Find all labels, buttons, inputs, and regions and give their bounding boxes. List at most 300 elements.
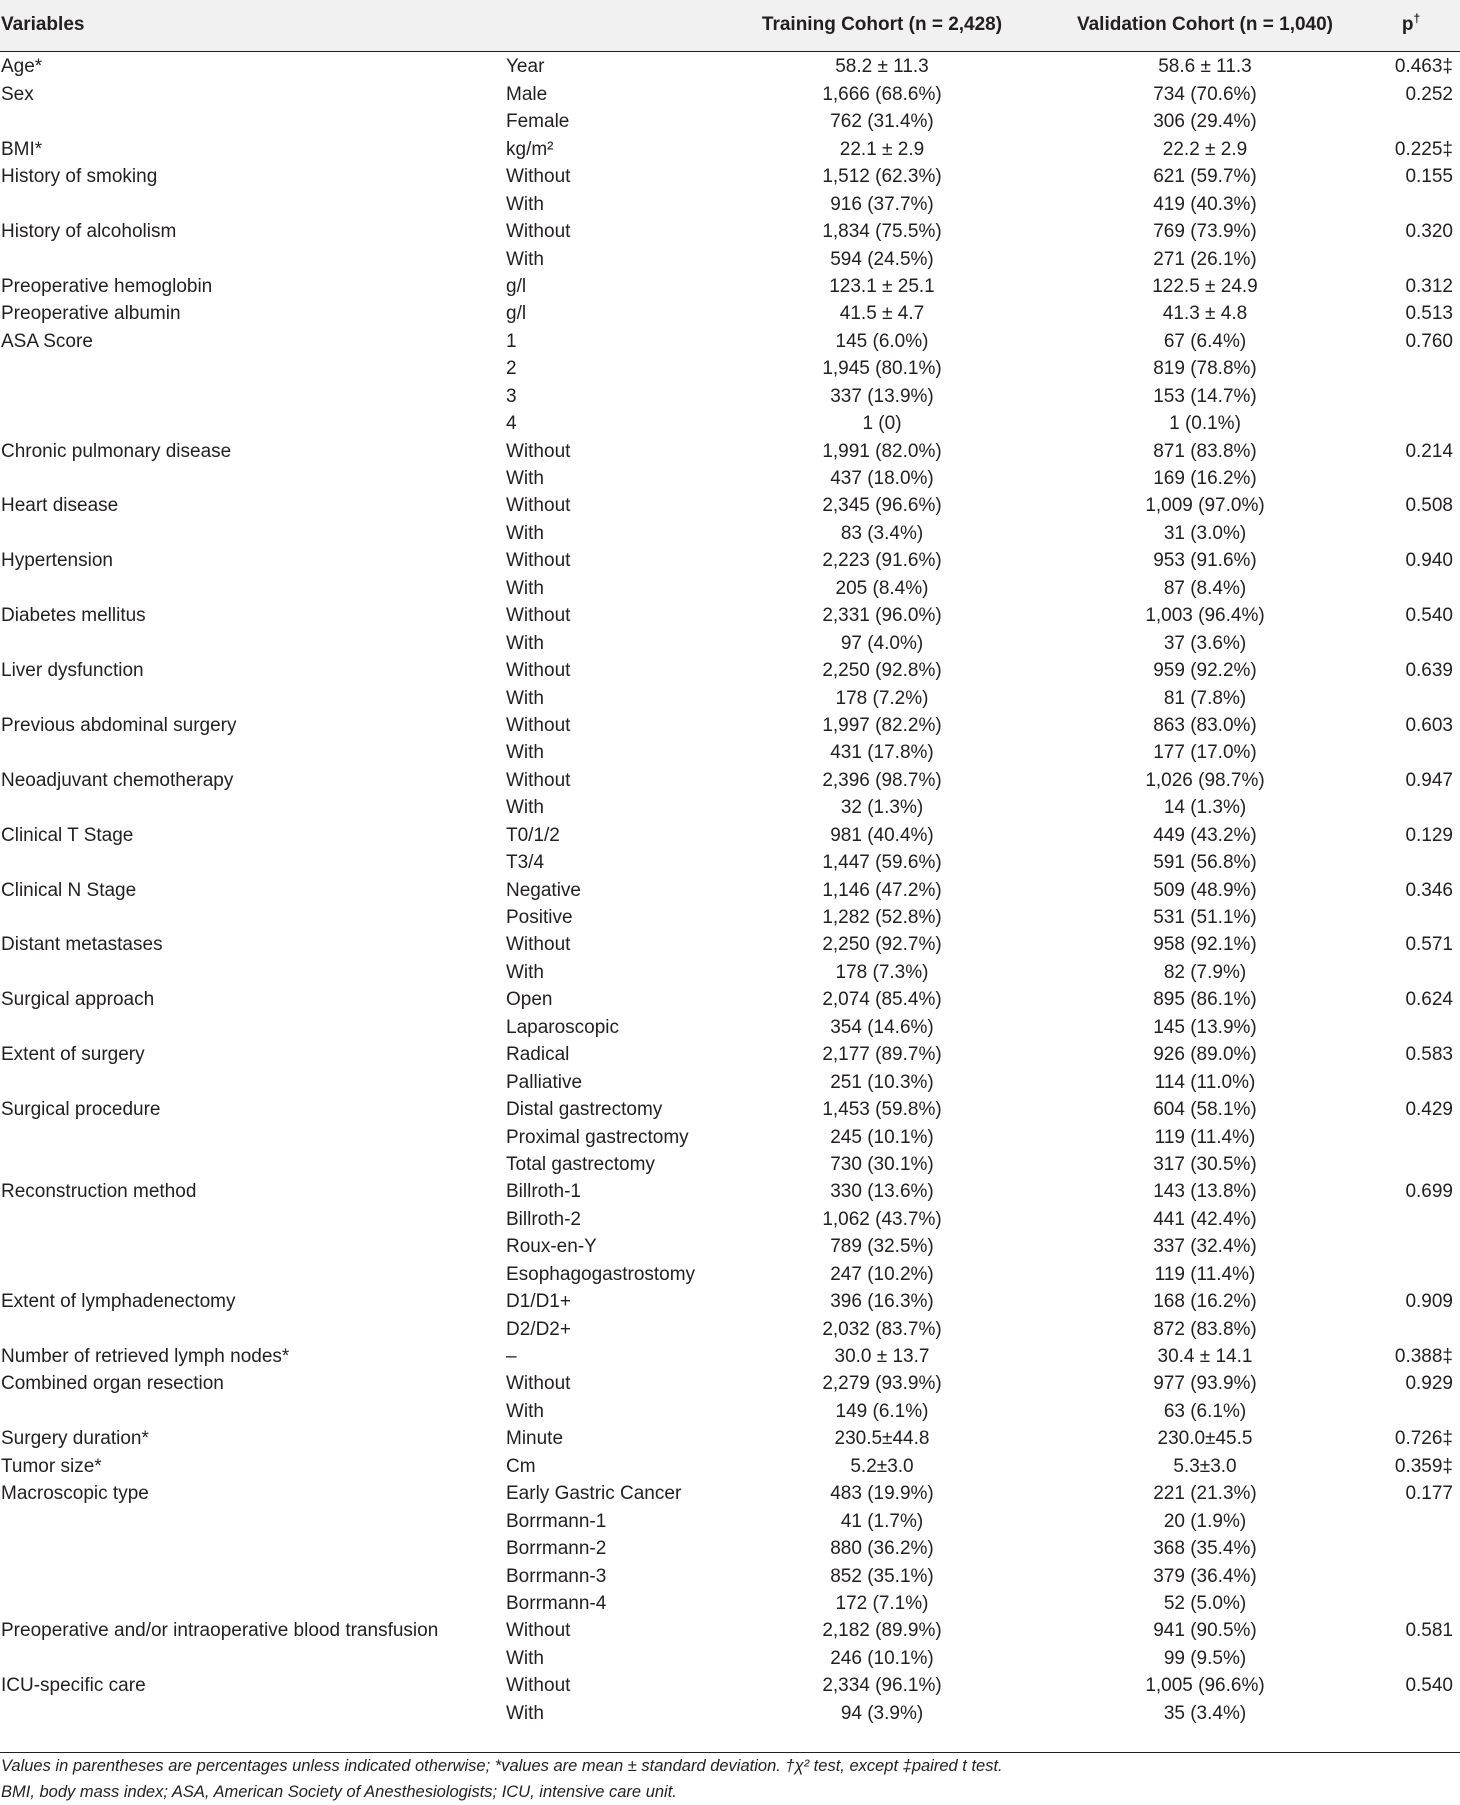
cell-p-value: [1362, 188, 1460, 215]
cell-subcategory: Borrmann-4: [506, 1592, 607, 1614]
table-row: [0, 161, 1460, 188]
cell-validation: 941 (90.5%): [1153, 1620, 1257, 1642]
table-row: [0, 545, 1460, 572]
header-p-value: [1362, 0, 1460, 51]
cell-training: 2,331 (96.0%): [822, 605, 942, 627]
cell-subcategory: Minute: [506, 1428, 564, 1450]
cell-subcategory: Roux-en-Y: [506, 1236, 597, 1258]
cell-subcategory: Total gastrectomy: [506, 1153, 655, 1175]
cell-training: 58.2 ± 11.3: [835, 56, 929, 78]
cell-subcategory: Without: [506, 166, 571, 188]
cell-variable: [0, 1560, 506, 1587]
cell-training: 97 (4.0%): [840, 632, 924, 654]
cell-subcategory: Male: [506, 83, 548, 105]
cell-training: 41.5 ± 4.7: [839, 303, 925, 325]
cell-validation: 959 (92.2%): [1153, 660, 1257, 682]
cell-p-value: 0.639: [1405, 660, 1453, 682]
cell-validation: 734 (70.6%): [1153, 83, 1257, 105]
cell-p-value: 0.463‡: [1394, 56, 1453, 78]
cell-p-value: [1362, 1121, 1460, 1148]
cell-training: 1,991 (82.0%): [822, 440, 942, 462]
cell-validation: 168 (16.2%): [1153, 1291, 1257, 1313]
cell-p-value: 0.312: [1405, 275, 1453, 297]
cell-training: 205 (8.4%): [835, 577, 929, 599]
cell-training: 149 (6.1%): [835, 1400, 929, 1422]
cell-training: 230.5±44.8: [834, 1428, 930, 1450]
cell-validation: 122.5 ± 24.9: [1152, 275, 1258, 297]
table-row: [0, 1203, 1460, 1230]
cell-validation: 20 (1.9%): [1163, 1510, 1247, 1532]
table-row: [0, 847, 1460, 874]
cell-p-value: 0.947: [1405, 769, 1453, 791]
cell-variable: Distant metastases: [1, 934, 163, 956]
cell-p-value: [1362, 902, 1460, 929]
cell-validation: 30.4 ± 14.1: [1157, 1346, 1253, 1367]
cell-training: 431 (17.8%): [830, 742, 934, 764]
cell-p-value: 0.214: [1405, 440, 1453, 462]
cell-subcategory: g/l: [506, 303, 527, 325]
cell-subcategory: 1: [506, 330, 517, 352]
cell-p-value: 0.929: [1405, 1373, 1453, 1395]
cell-variable: [0, 1588, 506, 1615]
cell-subcategory: With: [506, 577, 544, 599]
cell-variable: [0, 353, 506, 380]
cell-training: 2,182 (89.9%): [822, 1620, 942, 1642]
cell-training: 94 (3.9%): [840, 1702, 924, 1724]
cell-variable: Reconstruction method: [1, 1181, 197, 1203]
cell-training: 594 (24.5%): [830, 248, 934, 270]
cell-variable: [0, 1231, 506, 1258]
cell-training: 1,945 (80.1%): [822, 358, 942, 380]
cell-p-value: 0.320: [1405, 221, 1453, 243]
table-row: [0, 1121, 1460, 1148]
table-row: [0, 1286, 1460, 1313]
cell-p-value: 0.225‡: [1394, 138, 1453, 160]
table-row: [0, 1533, 1460, 1560]
cell-p-value: [1362, 1149, 1460, 1176]
cell-validation: 531 (51.1%): [1153, 907, 1257, 928]
cell-training: 916 (37.7%): [830, 193, 934, 215]
cell-training: 2,345 (96.6%): [822, 495, 942, 517]
cell-variable: Previous abdominal surgery: [1, 714, 237, 736]
cell-validation: 1,005 (96.6%): [1145, 1675, 1265, 1697]
cell-p-value: [1362, 243, 1460, 270]
cell-variable: Preoperative albumin: [1, 303, 181, 325]
cell-training: 2,250 (92.7%): [822, 934, 942, 956]
table-body: [0, 51, 1460, 1752]
cell-training: 245 (10.1%): [830, 1126, 934, 1148]
cell-variable: [0, 956, 506, 983]
table-row: [0, 1670, 1460, 1697]
table-row: [0, 1149, 1460, 1176]
cell-subcategory: Billroth-2: [506, 1208, 581, 1230]
table-row: [0, 956, 1460, 983]
cell-subcategory: Positive: [506, 907, 573, 928]
cell-training: 2,250 (92.8%): [822, 660, 942, 682]
header-variables: Variables: [0, 0, 506, 51]
cell-validation: 1,026 (98.7%): [1145, 769, 1265, 791]
cell-variable: Heart disease: [1, 495, 119, 517]
cell-subcategory: With: [506, 1702, 544, 1724]
table-row: [0, 216, 1460, 243]
cell-p-value: 0.508: [1405, 495, 1453, 517]
table-row: [0, 1478, 1460, 1505]
table-row: [0, 1423, 1460, 1450]
cell-training: 123.1 ± 25.1: [829, 275, 935, 297]
cell-validation: 958 (92.1%): [1153, 934, 1257, 956]
cell-training: 247 (10.2%): [830, 1263, 934, 1285]
cell-subcategory: Without: [506, 769, 571, 791]
cell-subcategory: Radical: [506, 1044, 570, 1066]
cell-subcategory: Without: [506, 934, 571, 956]
cell-subcategory: With: [506, 468, 544, 489]
cell-training: 330 (13.6%): [830, 1181, 934, 1203]
cell-p-value: 0.346: [1405, 879, 1453, 901]
table-row: [0, 463, 1460, 490]
cell-variable: [0, 517, 506, 544]
table-row: [0, 78, 1460, 105]
cell-p-value: [1362, 737, 1460, 764]
table-row: [0, 133, 1460, 160]
table-row: [0, 984, 1460, 1011]
cell-subcategory: With: [506, 632, 544, 654]
cell-variable: [0, 243, 506, 270]
cell-variable: Liver dysfunction: [1, 660, 144, 682]
cell-training: 880 (36.2%): [830, 1538, 934, 1560]
cell-training: 1,146 (47.2%): [822, 879, 942, 901]
cell-subcategory: Laparoscopic: [506, 1016, 620, 1038]
cell-variable: Diabetes mellitus: [1, 605, 146, 627]
table-row: [0, 271, 1460, 298]
cell-validation: 87 (8.4%): [1163, 577, 1247, 599]
cell-variable: Age*: [1, 56, 43, 78]
cell-variable: [0, 408, 506, 435]
table-row: [0, 1066, 1460, 1093]
cell-p-value: [1362, 572, 1460, 599]
cell-variable: History of smoking: [1, 166, 158, 188]
cell-validation: 230.0±45.5: [1157, 1428, 1253, 1450]
cell-p-value: 0.388‡: [1394, 1346, 1453, 1367]
cell-subcategory: kg/m²: [506, 138, 554, 160]
cell-p-value: [1362, 627, 1460, 654]
cell-validation: 1 (0.1%): [1169, 413, 1241, 435]
table-row: [0, 792, 1460, 819]
cell-training: 1 (0): [862, 413, 902, 435]
cell-variable: [0, 380, 506, 407]
table-row: [0, 627, 1460, 654]
table-row: [0, 188, 1460, 215]
cell-subcategory: Without: [506, 605, 571, 627]
cell-p-value: 0.583: [1405, 1044, 1453, 1066]
cell-subcategory: Billroth-1: [506, 1181, 581, 1203]
cell-p-value: [1362, 1697, 1460, 1724]
table-row: [0, 106, 1460, 133]
cell-validation: 99 (9.5%): [1163, 1647, 1247, 1669]
table-header-row: [0, 0, 1460, 51]
cell-subcategory: Proximal gastrectomy: [506, 1126, 689, 1148]
cell-validation: 119 (11.4%): [1154, 1263, 1256, 1285]
cell-p-value: 0.429: [1405, 1099, 1453, 1121]
cell-variable: Hypertension: [1, 550, 113, 572]
cell-training: 32 (1.3%): [840, 797, 924, 819]
cell-subcategory: Without: [506, 660, 571, 682]
cell-p-value: [1362, 353, 1460, 380]
table-row: [0, 1697, 1460, 1724]
cell-p-value: [1362, 1203, 1460, 1230]
cell-subcategory: 3: [506, 385, 517, 407]
table-row: [0, 490, 1460, 517]
table-row: [0, 764, 1460, 791]
cell-training: 246 (10.1%): [830, 1647, 934, 1669]
cell-validation: 368 (35.4%): [1153, 1538, 1257, 1560]
cell-validation: 1,003 (96.4%): [1145, 605, 1265, 627]
cell-training: 2,279 (93.9%): [822, 1373, 942, 1395]
cell-validation: 977 (93.9%): [1153, 1373, 1257, 1395]
cell-p-value: [1362, 1505, 1460, 1532]
table-row: [0, 51, 1460, 78]
cell-variable: [0, 902, 506, 929]
cell-training: 396 (16.3%): [830, 1291, 934, 1313]
cell-validation: 863 (83.0%): [1153, 714, 1257, 736]
cell-subcategory: Without: [506, 714, 571, 736]
cell-variable: Neoadjuvant chemotherapy: [1, 769, 234, 791]
table-row: [0, 737, 1460, 764]
cell-training: 2,074 (85.4%): [822, 989, 942, 1011]
cell-p-value: [1362, 682, 1460, 709]
table-row: [0, 380, 1460, 407]
cell-p-value: 0.603: [1405, 714, 1453, 736]
cell-subcategory: Year: [506, 56, 545, 78]
table-footnotes: [1, 1753, 1003, 1805]
cell-validation: 143 (13.8%): [1153, 1181, 1257, 1203]
cell-variable: Tumor size*: [1, 1455, 102, 1477]
cell-validation: 67 (6.4%): [1163, 330, 1247, 352]
cell-validation: 604 (58.1%): [1153, 1099, 1257, 1121]
cell-variable: [0, 682, 506, 709]
table-row: [0, 1505, 1460, 1532]
cell-variable: ICU-specific care: [1, 1675, 146, 1697]
table-row: [0, 353, 1460, 380]
cell-p-value: 0.540: [1405, 605, 1453, 627]
cell-p-value: 0.726‡: [1394, 1428, 1453, 1450]
cell-variable: [0, 1313, 506, 1340]
cell-validation: 114 (11.0%): [1154, 1071, 1256, 1093]
table-row: [0, 517, 1460, 544]
cell-variable: [0, 1642, 506, 1669]
cell-p-value: 0.581: [1405, 1620, 1453, 1642]
cell-subcategory: With: [506, 1647, 544, 1669]
cell-variable: [0, 627, 506, 654]
cell-p-value: 0.699: [1405, 1181, 1453, 1203]
cell-validation: 819 (78.8%): [1153, 358, 1257, 380]
cell-validation: 221 (21.3%): [1153, 1483, 1257, 1505]
table-row: [0, 1231, 1460, 1258]
cell-variable: [0, 1533, 506, 1560]
cell-p-value: [1362, 1231, 1460, 1258]
cell-p-value: 0.571: [1405, 934, 1453, 956]
cell-subcategory: Borrmann-2: [506, 1538, 607, 1560]
cell-subcategory: With: [506, 742, 544, 764]
cell-variable: [0, 1203, 506, 1230]
cell-validation: 306 (29.4%): [1153, 111, 1257, 133]
cell-variable: [0, 1505, 506, 1532]
cell-training: 2,177 (89.7%): [822, 1044, 942, 1066]
cell-variable: Preoperative hemoglobin: [1, 275, 213, 297]
cell-validation: 621 (59.7%): [1153, 166, 1257, 188]
cell-variable: Surgical procedure: [1, 1099, 161, 1121]
cell-validation: 58.6 ± 11.3: [1158, 56, 1252, 78]
cell-training: 172 (7.1%): [835, 1592, 929, 1614]
table-row: [0, 298, 1460, 325]
cell-subcategory: 4: [506, 413, 517, 435]
cell-variable: Surgery duration*: [1, 1428, 149, 1450]
cell-subcategory: –: [506, 1346, 517, 1367]
cell-p-value: 0.624: [1405, 989, 1453, 1011]
table-row: [0, 655, 1460, 682]
cell-training: 30.0 ± 13.7: [834, 1346, 930, 1367]
cell-p-value: [1362, 1588, 1460, 1615]
header-p-mark: †: [1413, 11, 1421, 26]
cell-variable: [0, 1121, 506, 1148]
cell-subcategory: With: [506, 193, 544, 215]
cell-variable: [0, 572, 506, 599]
cell-p-value: 0.252: [1405, 83, 1453, 105]
cell-variable: Macroscopic type: [1, 1483, 149, 1505]
cell-subcategory: 2: [506, 358, 517, 380]
cell-p-value: 0.513: [1405, 303, 1453, 325]
cell-subcategory: Esophagogastrostomy: [506, 1263, 696, 1285]
cell-p-value: [1362, 956, 1460, 983]
cell-p-value: [1362, 517, 1460, 544]
cell-subcategory: T3/4: [506, 852, 545, 874]
table-row: [0, 1094, 1460, 1121]
header-validation-cohort: Validation Cohort (n = 1,040): [1048, 0, 1362, 51]
cell-p-value: [1362, 847, 1460, 874]
cell-variable: Surgical approach: [1, 989, 155, 1011]
cell-validation: 82 (7.9%): [1163, 961, 1247, 983]
cell-p-value: [1362, 1395, 1460, 1422]
table-row: [0, 1450, 1460, 1477]
table-row: [0, 1615, 1460, 1642]
cell-training: 1,062 (43.7%): [822, 1208, 942, 1230]
cell-validation: 509 (48.9%): [1153, 879, 1257, 901]
cell-validation: 153 (14.7%): [1153, 385, 1257, 407]
table-row: [0, 1560, 1460, 1587]
cell-subcategory: With: [506, 687, 544, 709]
cell-subcategory: Without: [506, 495, 571, 517]
table-row: [0, 1368, 1460, 1395]
cell-p-value: [1362, 1560, 1460, 1587]
cell-validation: 895 (86.1%): [1153, 989, 1257, 1011]
cell-p-value: [1362, 408, 1460, 435]
cell-variable: History of alcoholism: [1, 221, 177, 243]
cell-validation: 337 (32.4%): [1153, 1236, 1257, 1258]
cell-p-value: [1362, 463, 1460, 490]
table-row: [0, 1258, 1460, 1285]
cell-subcategory: Borrmann-3: [506, 1565, 607, 1587]
cell-training: 437 (18.0%): [830, 468, 934, 489]
cell-subcategory: With: [506, 522, 544, 544]
table-row: [0, 572, 1460, 599]
cell-p-value: 0.940: [1405, 550, 1453, 572]
cell-training: 2,032 (83.7%): [822, 1318, 942, 1340]
cell-subcategory: D1/D1+: [506, 1291, 571, 1313]
cell-training: 1,453 (59.8%): [822, 1099, 942, 1121]
cell-variable: Chronic pulmonary disease: [1, 440, 232, 462]
cell-validation: 1,009 (97.0%): [1145, 495, 1265, 517]
cell-p-value: 0.359‡: [1394, 1455, 1453, 1477]
cell-variable: Clinical T Stage: [1, 824, 134, 846]
table-row: [0, 1642, 1460, 1669]
table-row: [0, 243, 1460, 270]
cell-subcategory: Without: [506, 1675, 571, 1697]
cell-training: 178 (7.3%): [835, 961, 929, 983]
cell-training: 1,666 (68.6%): [822, 83, 942, 105]
cell-p-value: 0.177: [1405, 1483, 1453, 1505]
table-row: [0, 1176, 1460, 1203]
table-row: [0, 1588, 1460, 1615]
cell-subcategory: Without: [506, 221, 571, 243]
cell-p-value: 0.129: [1405, 824, 1453, 846]
cell-variable: Preoperative and/or intraoperative blood transfusion: [1, 1620, 439, 1642]
cell-training: 730 (30.1%): [830, 1153, 934, 1175]
cell-training: 178 (7.2%): [835, 687, 929, 709]
cell-p-value: [1362, 1258, 1460, 1285]
table-row: [0, 600, 1460, 627]
cell-p-value: 0.540: [1405, 1675, 1453, 1697]
cell-training: 1,834 (75.5%): [822, 221, 942, 243]
cell-validation: 41.3 ± 4.8: [1162, 303, 1248, 325]
cell-validation: 271 (26.1%): [1153, 248, 1257, 270]
table-row: [0, 682, 1460, 709]
cell-variable: [0, 463, 506, 490]
table-row: [0, 902, 1460, 929]
cell-validation: 441 (42.4%): [1153, 1208, 1257, 1230]
cell-variable: [0, 792, 506, 819]
cell-p-value: 0.909: [1405, 1291, 1453, 1313]
cell-validation: 169 (16.2%): [1153, 468, 1257, 489]
header-p-label: p: [1401, 14, 1414, 36]
cell-training: 762 (31.4%): [830, 111, 934, 133]
cell-validation: 379 (36.4%): [1153, 1565, 1257, 1587]
cell-validation: 591 (56.8%): [1153, 852, 1257, 874]
cell-variable: [0, 1011, 506, 1038]
cell-training: 22.1 ± 2.9: [839, 138, 925, 160]
cell-p-value: [1362, 380, 1460, 407]
table-bottom-rule: [0, 1725, 1460, 1752]
table-row: [0, 874, 1460, 901]
cell-subcategory: Palliative: [506, 1071, 583, 1093]
cell-validation: 37 (3.6%): [1163, 632, 1247, 654]
cell-variable: [0, 1395, 506, 1422]
cell-variable: [0, 1258, 506, 1285]
cell-validation: 52 (5.0%): [1163, 1592, 1247, 1614]
cell-training: 483 (19.9%): [830, 1483, 934, 1505]
cell-subcategory: Borrmann-1: [506, 1510, 607, 1532]
cell-validation: 872 (83.8%): [1153, 1318, 1257, 1340]
cell-subcategory: Negative: [506, 879, 581, 901]
cell-validation: 769 (73.9%): [1153, 221, 1257, 243]
cell-validation: 22.2 ± 2.9: [1162, 138, 1248, 160]
cell-training: 337 (13.9%): [830, 385, 934, 407]
cell-variable: Extent of surgery: [1, 1044, 145, 1066]
table-row: [0, 325, 1460, 352]
cell-training: 83 (3.4%): [840, 522, 924, 544]
header-training-cohort: Training Cohort (n = 2,428): [716, 0, 1048, 51]
cell-subcategory: Without: [506, 1620, 571, 1642]
table-row: [0, 1039, 1460, 1066]
table-row: [0, 408, 1460, 435]
